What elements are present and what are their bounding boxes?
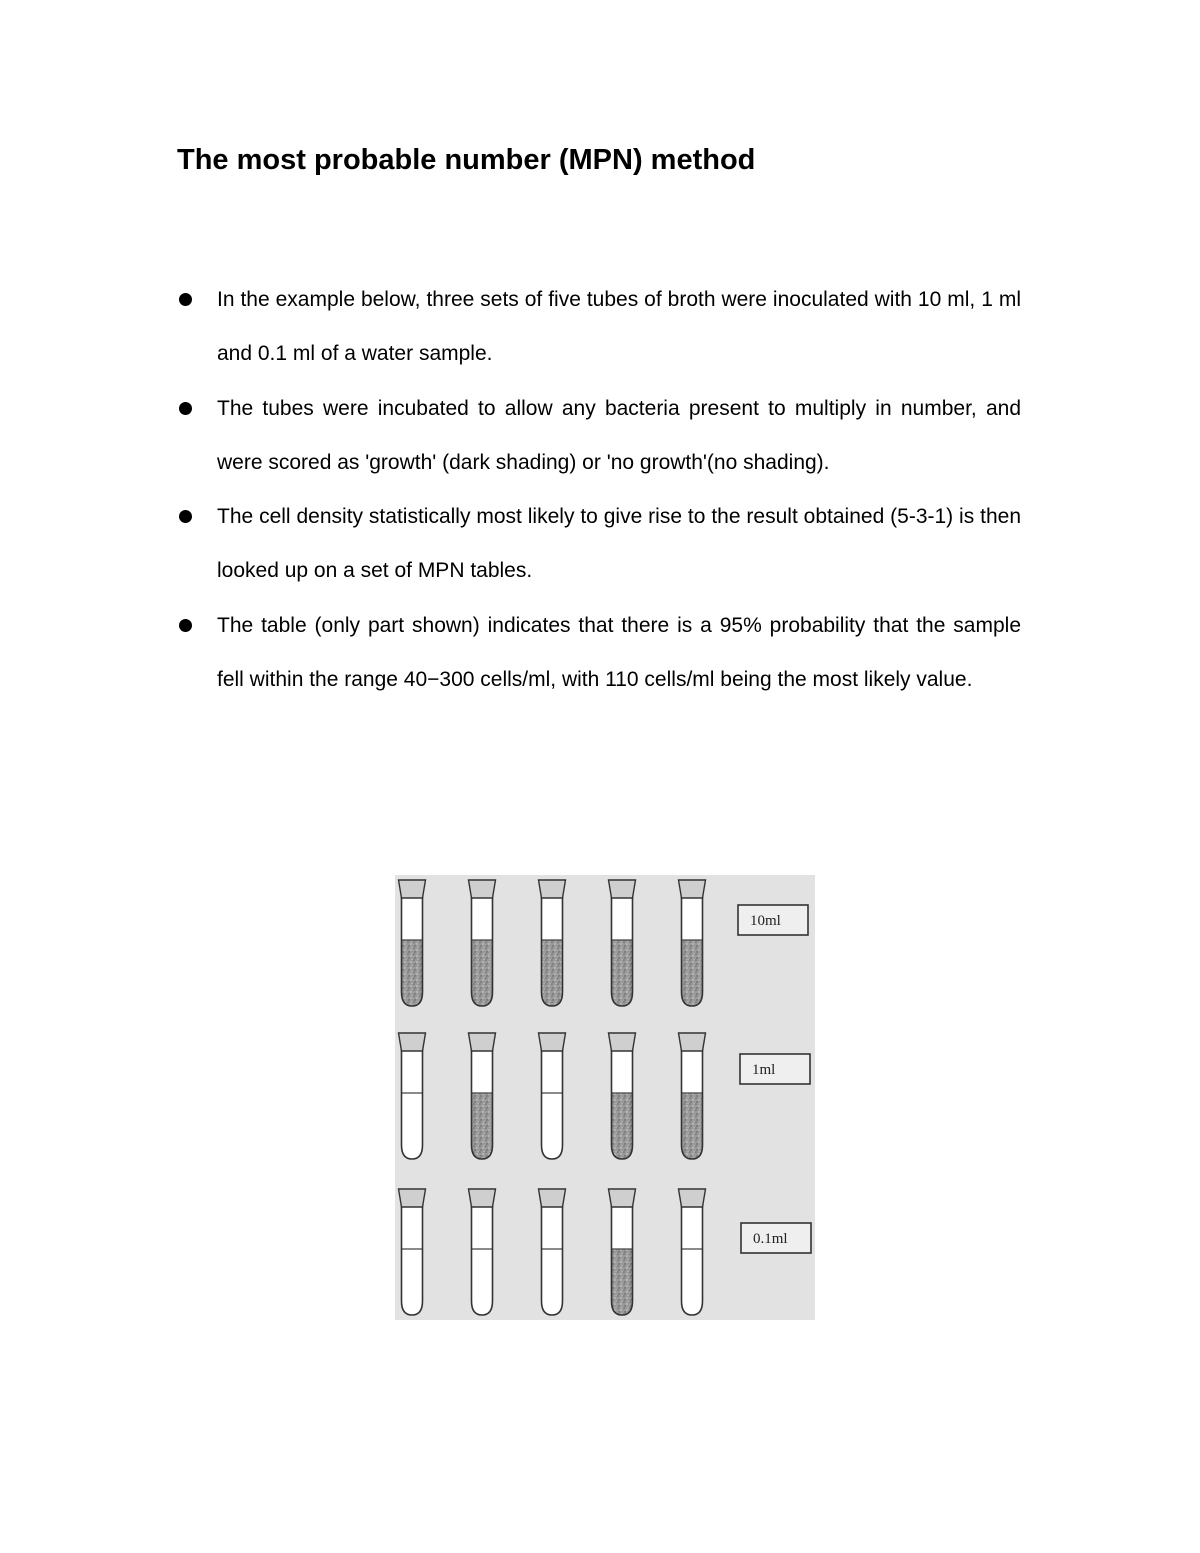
test-tube: [609, 1033, 636, 1159]
tube-stopper: [679, 880, 706, 898]
tube-stopper: [399, 1189, 426, 1207]
tube-stopper: [399, 1033, 426, 1051]
test-tube: [469, 1189, 496, 1315]
growth-fill: [402, 940, 423, 1006]
bullet-list: [177, 273, 1021, 707]
growth-fill: [472, 1093, 493, 1159]
test-tube: [679, 1033, 706, 1159]
bullet-text: The table (only part shown) indicates that there is a 95% probability that the sample fell within the range 40−300 cells/ml, with 110 cells/ml being the most likely value.: [217, 613, 1021, 692]
tube-stopper: [399, 880, 426, 898]
bullet-text: The tubes were incubated to allow any bacteria present to multiply in number, and were scored as 'growth' (dark shading) or 'no growth'(no shading).: [217, 396, 1021, 474]
mpn-tubes-figure: [395, 875, 815, 1320]
growth-fill: [612, 1249, 633, 1315]
test-tube: [469, 1033, 496, 1159]
test-tube: [399, 1033, 426, 1159]
no-growth-fill: [402, 1249, 423, 1315]
tube-stopper: [609, 880, 636, 898]
tube-stopper: [469, 1189, 496, 1207]
bullet-item: [177, 273, 1021, 382]
page-title: The most probable number (MPN) method: [177, 144, 756, 176]
growth-fill: [612, 1093, 633, 1159]
bullet-dot-icon: [179, 619, 192, 632]
growth-fill: [542, 940, 563, 1006]
bullet-item: [177, 382, 1021, 491]
bullet-dot-icon: [179, 510, 192, 523]
no-growth-fill: [402, 1093, 423, 1159]
tube-stopper: [469, 880, 496, 898]
no-growth-fill: [542, 1249, 563, 1315]
volume-label: [740, 1054, 810, 1084]
tube-stopper: [679, 1033, 706, 1051]
bullet-item: [177, 490, 1021, 599]
tubes-diagram: [395, 875, 815, 1320]
test-tube: [399, 880, 426, 1006]
bullet-item: [177, 599, 1021, 708]
no-growth-fill: [472, 1249, 493, 1315]
volume-label: [741, 1223, 811, 1253]
growth-fill: [682, 940, 703, 1006]
growth-fill: [612, 940, 633, 1006]
growth-fill: [682, 1093, 703, 1159]
no-growth-fill: [682, 1249, 703, 1315]
tube-stopper: [609, 1033, 636, 1051]
volume-label-text: 0.1ml: [753, 1231, 788, 1247]
test-tube: [399, 1189, 426, 1315]
tube-stopper: [539, 1189, 566, 1207]
tube-stopper: [469, 1033, 496, 1051]
test-tube: [539, 1033, 566, 1159]
volume-label-text: 1ml: [752, 1062, 776, 1078]
tube-stopper: [539, 1033, 566, 1051]
no-growth-fill: [542, 1093, 563, 1159]
test-tube: [679, 1189, 706, 1315]
bullet-dot-icon: [179, 402, 192, 415]
test-tube: [609, 880, 636, 1006]
bullet-text: The cell density statistically most likely to give rise to the result obtained (5-3-1) is then looked up on a set of MPN tables.: [217, 505, 1021, 583]
bullet-dot-icon: [179, 293, 192, 306]
growth-fill: [472, 940, 493, 1006]
bullet-text: In the example below, three sets of five tubes of broth were inoculated with 10 ml, 1 ml and 0.1 ml of a water sample.: [217, 288, 1021, 366]
tube-stopper: [609, 1189, 636, 1207]
volume-label-text: 10ml: [750, 913, 781, 929]
test-tube: [539, 1189, 566, 1315]
test-tube: [469, 880, 496, 1006]
test-tube: [679, 880, 706, 1006]
test-tube: [609, 1189, 636, 1315]
volume-label: [738, 905, 808, 935]
tube-stopper: [679, 1189, 706, 1207]
test-tube: [539, 880, 566, 1006]
tube-stopper: [539, 880, 566, 898]
